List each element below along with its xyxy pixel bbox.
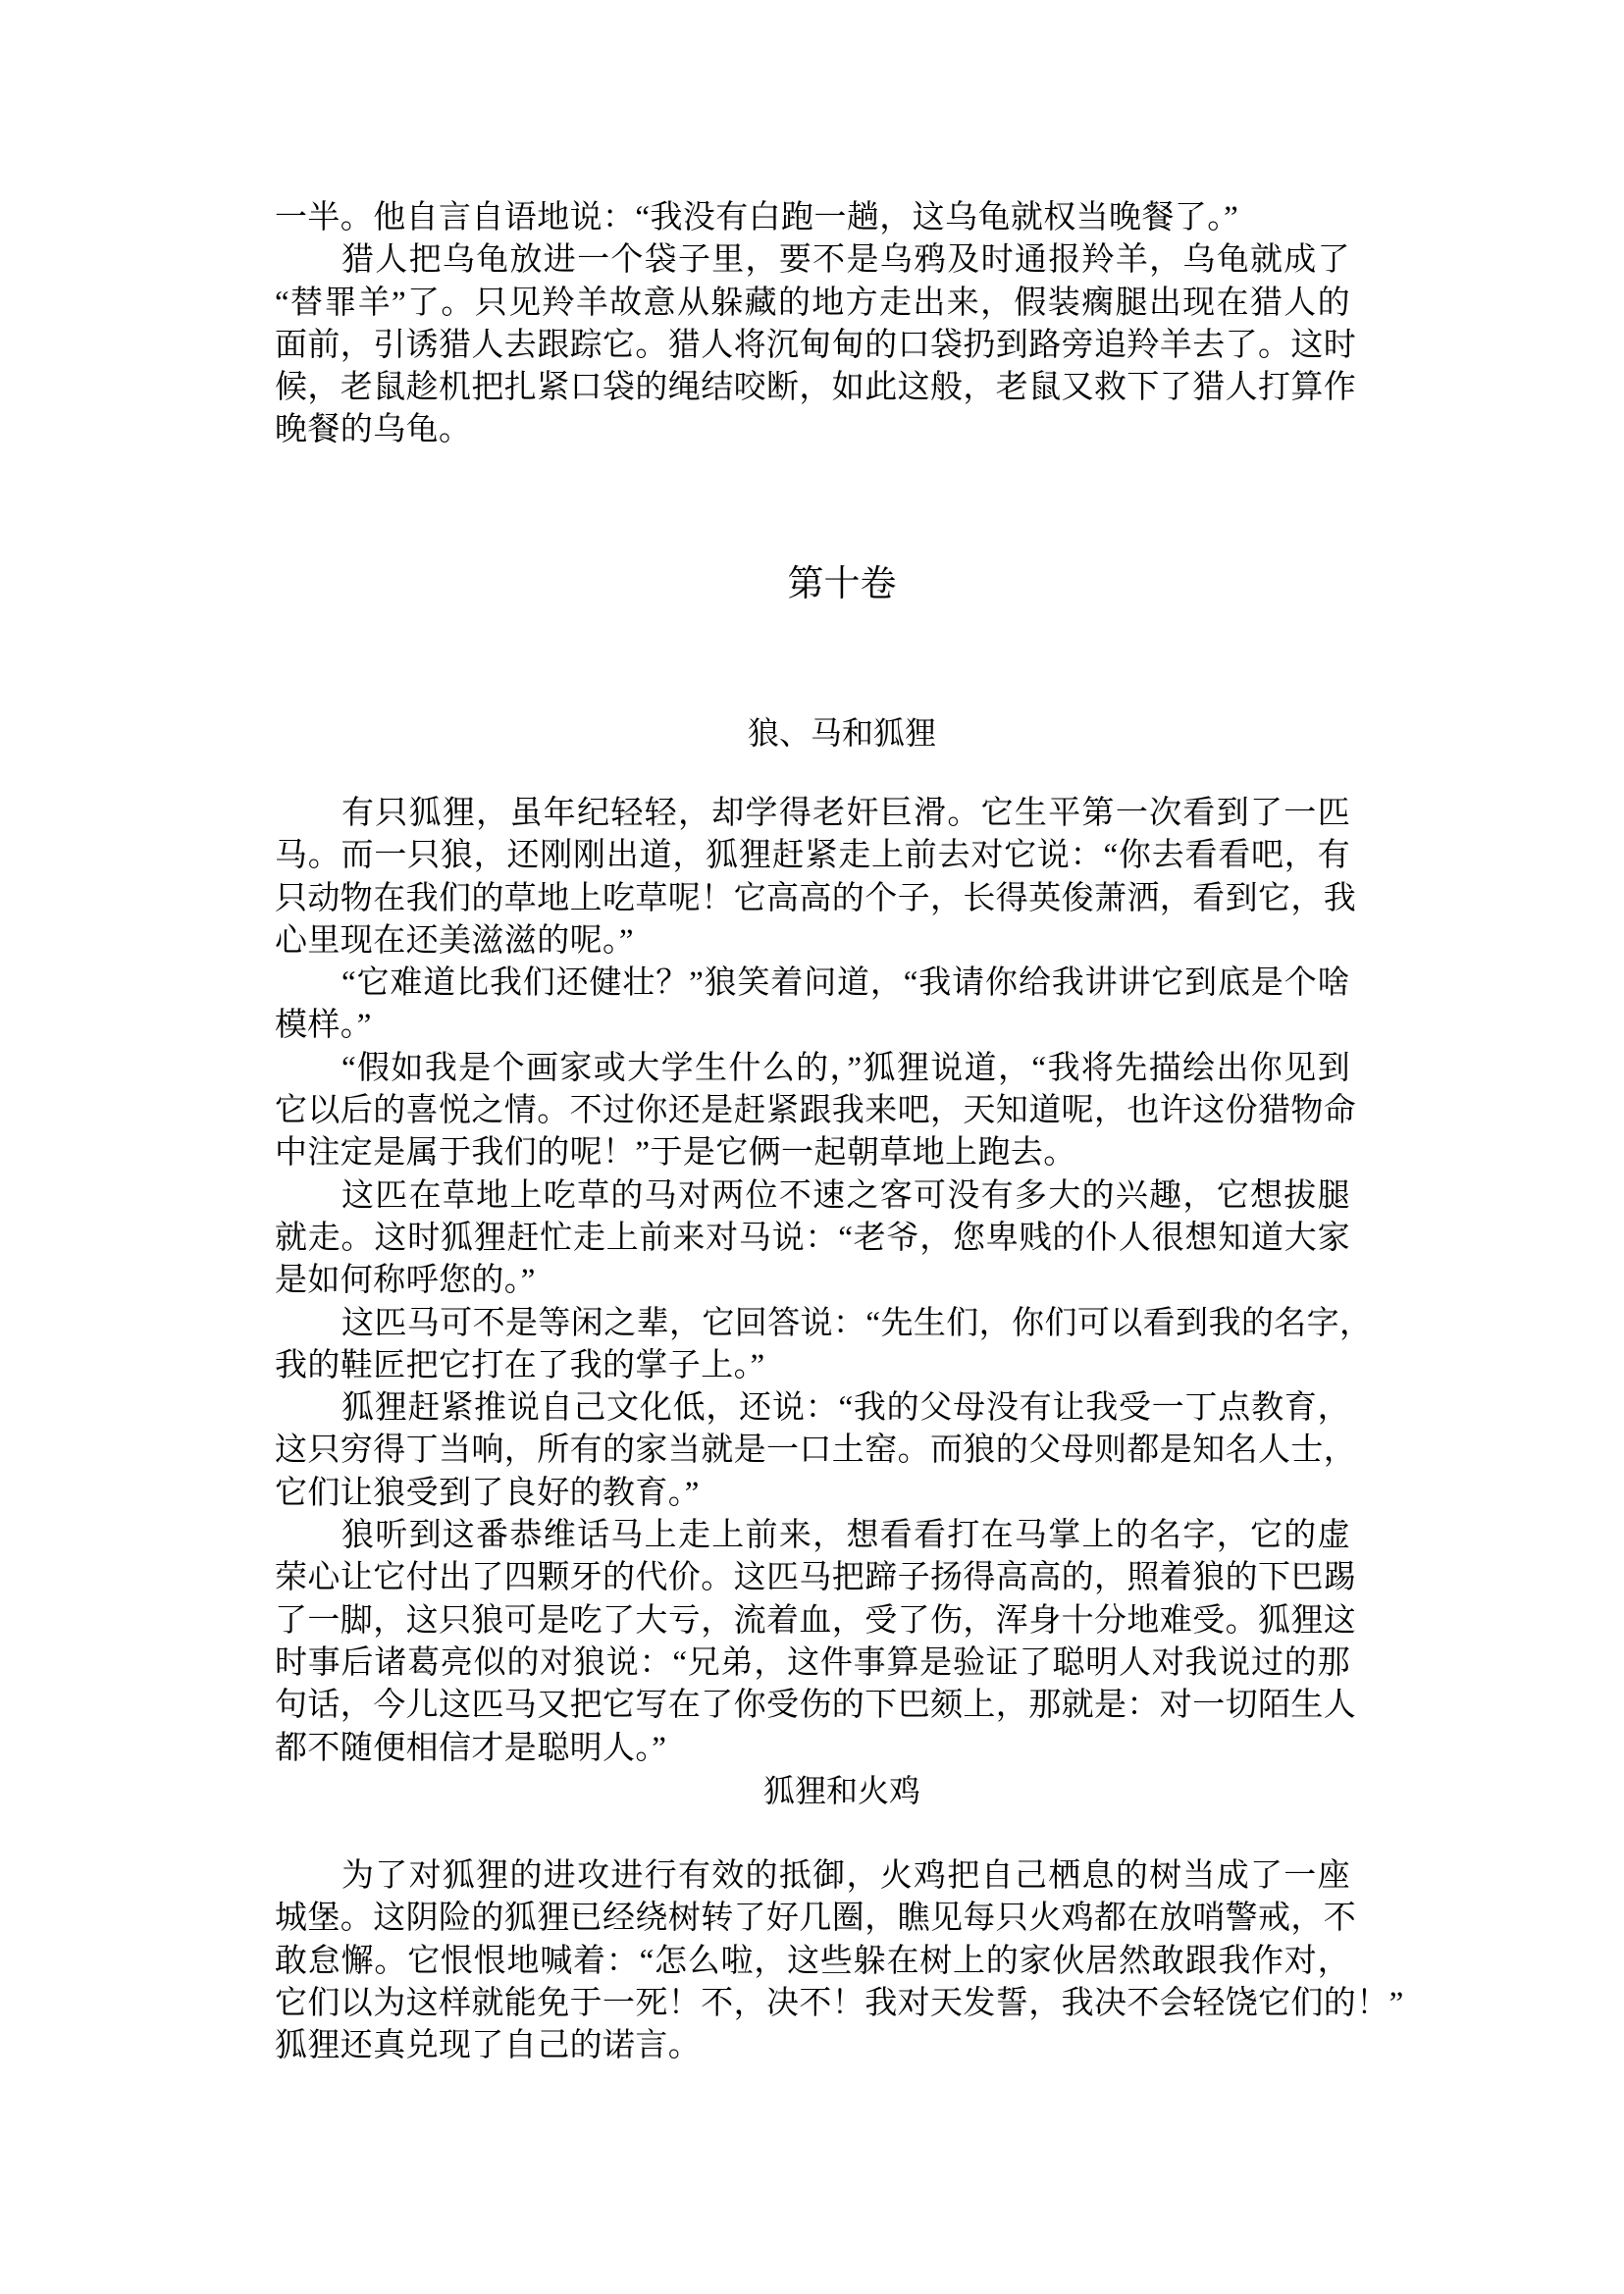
text-line: 句话，今儿这匹马又把它写在了你受伤的下巴颏上，那就是：对一切陌生人 bbox=[275, 1688, 1357, 1724]
story-title: 狐狸和火鸡 bbox=[762, 1772, 920, 1809]
text-line: 中注定是属于我们的呢！”于是它俩一起朝草地上跑去。 bbox=[275, 1135, 1076, 1172]
text-line: 时事后诸葛亮似的对狼说：“兄弟，这件事算是验证了聪明人对我说过的那 bbox=[275, 1644, 1350, 1681]
text-line: 马。而一只狼，还刚刚出道，狐狸赶紧走上前去对它说：“你去看看吧，有 bbox=[275, 838, 1350, 874]
text-line: “替罪羊”了。只见羚羊故意从躲藏的地方走出来，假装瘸腿出现在猎人的 bbox=[275, 285, 1350, 321]
text-line: 城堡。这阴险的狐狸已经绕树转了好几圈，瞧见每只火鸡都在放哨警戒，不 bbox=[275, 1901, 1357, 1937]
text-line: 了一脚，这只狼可是吃了大亏，流着血，受了伤，浑身十分地难受。狐狸这 bbox=[275, 1602, 1357, 1639]
text-line: 都不随便相信才是聪明人。” bbox=[275, 1730, 667, 1766]
text-line: 荣心让它付出了四颗牙的代价。这匹马把蹄子扬得高高的，照着狼的下巴踢 bbox=[275, 1560, 1357, 1596]
text-line: 狼听到这番恭维话马上走上前来，想看看打在马掌上的名字，它的虚 bbox=[341, 1518, 1350, 1554]
text-line: 敢怠懈。它恨恨地喊着：“怎么啦，这些躲在树上的家伙居然敢跟我作对， bbox=[275, 1943, 1350, 1979]
text-line: 就走。这时狐狸赶忙走上前来对马说：“老爷，您卑贱的仆人很想知道大家 bbox=[275, 1220, 1350, 1256]
text-line: 它们以为这样就能免于一死！不，决不！我对天发誓，我决不会轻饶它们的！” bbox=[275, 1985, 1404, 2021]
text-line: 我的鞋匠把它打在了我的掌子上。” bbox=[275, 1347, 765, 1383]
text-line: 猎人把乌龟放进一个袋子里，要不是乌鸦及时通报羚羊，乌龟就成了 bbox=[341, 242, 1350, 279]
text-line: “假如我是个画家或大学生什么的，”狐狸说道，“我将先描绘出你见到 bbox=[341, 1050, 1350, 1086]
text-line: 一半。他自言自语地说：“我没有白跑一趟，这乌龟就权当晚餐了。” bbox=[275, 200, 1239, 235]
text-line: “它难道比我们还健壮？”狼笑着问道，“我请你给我讲讲它到底是个啥 bbox=[341, 965, 1350, 1002]
text-line: 面前，引诱猎人去跟踪它。猎人将沉甸甸的口袋扔到路旁追羚羊去了。这时 bbox=[275, 327, 1357, 363]
story-body bbox=[275, 1855, 1404, 2067]
volume-title: 第十卷 bbox=[787, 562, 897, 604]
text-line: 狐狸还真兑现了自己的诺言。 bbox=[275, 2028, 702, 2064]
text-line: 为了对狐狸的进攻进行有效的抵御，火鸡把自己栖息的树当成了一座 bbox=[341, 1858, 1350, 1894]
text-line: 它们让狼受到了良好的教育。” bbox=[275, 1475, 700, 1511]
text-line: 这匹在草地上吃草的马对两位不速之客可没有多大的兴趣，它想拔腿 bbox=[341, 1177, 1350, 1214]
text-line: 晚餐的乌龟。 bbox=[275, 412, 472, 448]
story-body bbox=[275, 793, 1373, 1770]
text-line: 心里现在还美滋滋的呢。” bbox=[275, 922, 634, 959]
text-line: 候，老鼠趁机把扎紧口袋的绳结咬断，如此这般，老鼠又救下了猎人打算作 bbox=[275, 370, 1357, 406]
text-line: 这匹马可不是等闲之辈，它回答说：“先生们，你们可以看到我的名字， bbox=[341, 1305, 1373, 1341]
text-line: 是如何称呼您的。” bbox=[275, 1263, 536, 1299]
text-line: 狐狸赶紧推说自己文化低，还说：“我的父母没有让我受一丁点教育， bbox=[341, 1390, 1350, 1427]
text-line: 只动物在我们的草地上吃草呢！它高高的个子，长得英俊萧洒，看到它，我 bbox=[275, 880, 1357, 916]
continuation-text bbox=[275, 197, 1357, 452]
text-line: 模样。” bbox=[275, 1008, 372, 1044]
text-line: 有只狐狸，虽年纪轻轻，却学得老奸巨滑。它生平第一次看到了一匹 bbox=[341, 796, 1350, 831]
story-title: 狼、马和狐狸 bbox=[747, 714, 936, 752]
text-line: 这只穷得丁当响，所有的家当就是一口土窑。而狼的父母则都是知名人士， bbox=[275, 1433, 1357, 1469]
text-line: 它以后的喜悦之情。不过你还是赶紧跟我来吧，天知道呢，也许这份猎物命 bbox=[275, 1093, 1357, 1129]
